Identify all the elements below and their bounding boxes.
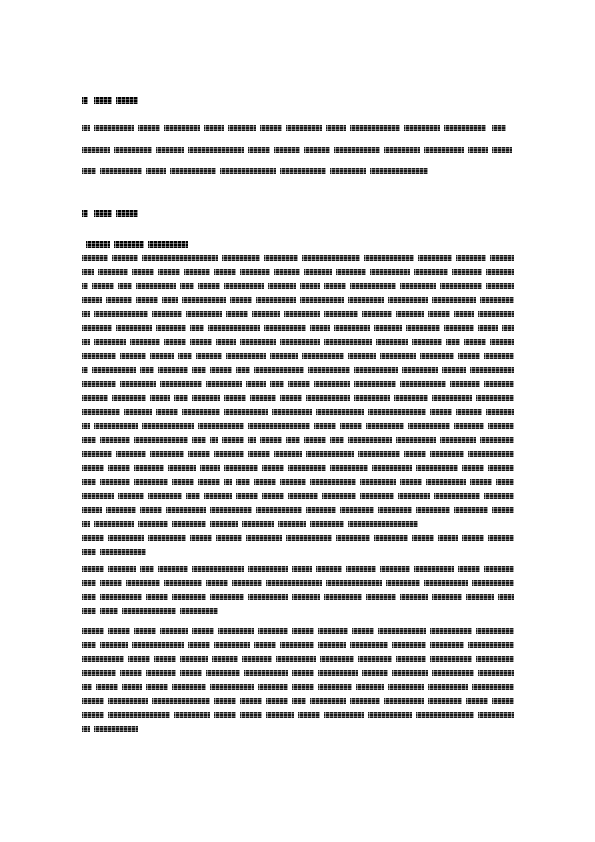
text-line [82,627,514,636]
text-line [82,478,514,487]
text-line [82,534,514,543]
text-line [82,711,514,720]
text-line [82,641,514,650]
text-line [82,565,514,574]
text-line [82,450,514,459]
text-line [82,669,514,678]
text-line [82,607,342,616]
text-line [82,506,514,515]
text-line [82,296,514,305]
text-line [82,464,514,473]
text-line [82,520,442,529]
text-line [82,394,514,403]
section-heading-2 [82,210,162,220]
text-line [82,310,514,319]
text-line [82,725,162,734]
text-line [82,593,514,602]
text-line [82,655,514,664]
text-line [82,167,442,176]
text-line [82,422,514,431]
text-line [82,492,514,501]
text-line [82,380,514,389]
section-heading-1 [82,97,162,107]
text-line [82,697,514,706]
text-line [82,338,514,347]
subsection-heading [82,241,222,251]
text-line [82,436,514,445]
text-line [82,579,514,588]
text-line [82,254,514,263]
text-line [82,548,162,557]
text-line [82,366,514,375]
text-line [82,352,514,361]
text-line [82,324,514,333]
text-line [82,683,514,692]
text-line [82,282,514,291]
text-line [82,268,514,277]
text-line [82,124,514,133]
text-line [82,408,514,417]
text-line [82,146,512,155]
